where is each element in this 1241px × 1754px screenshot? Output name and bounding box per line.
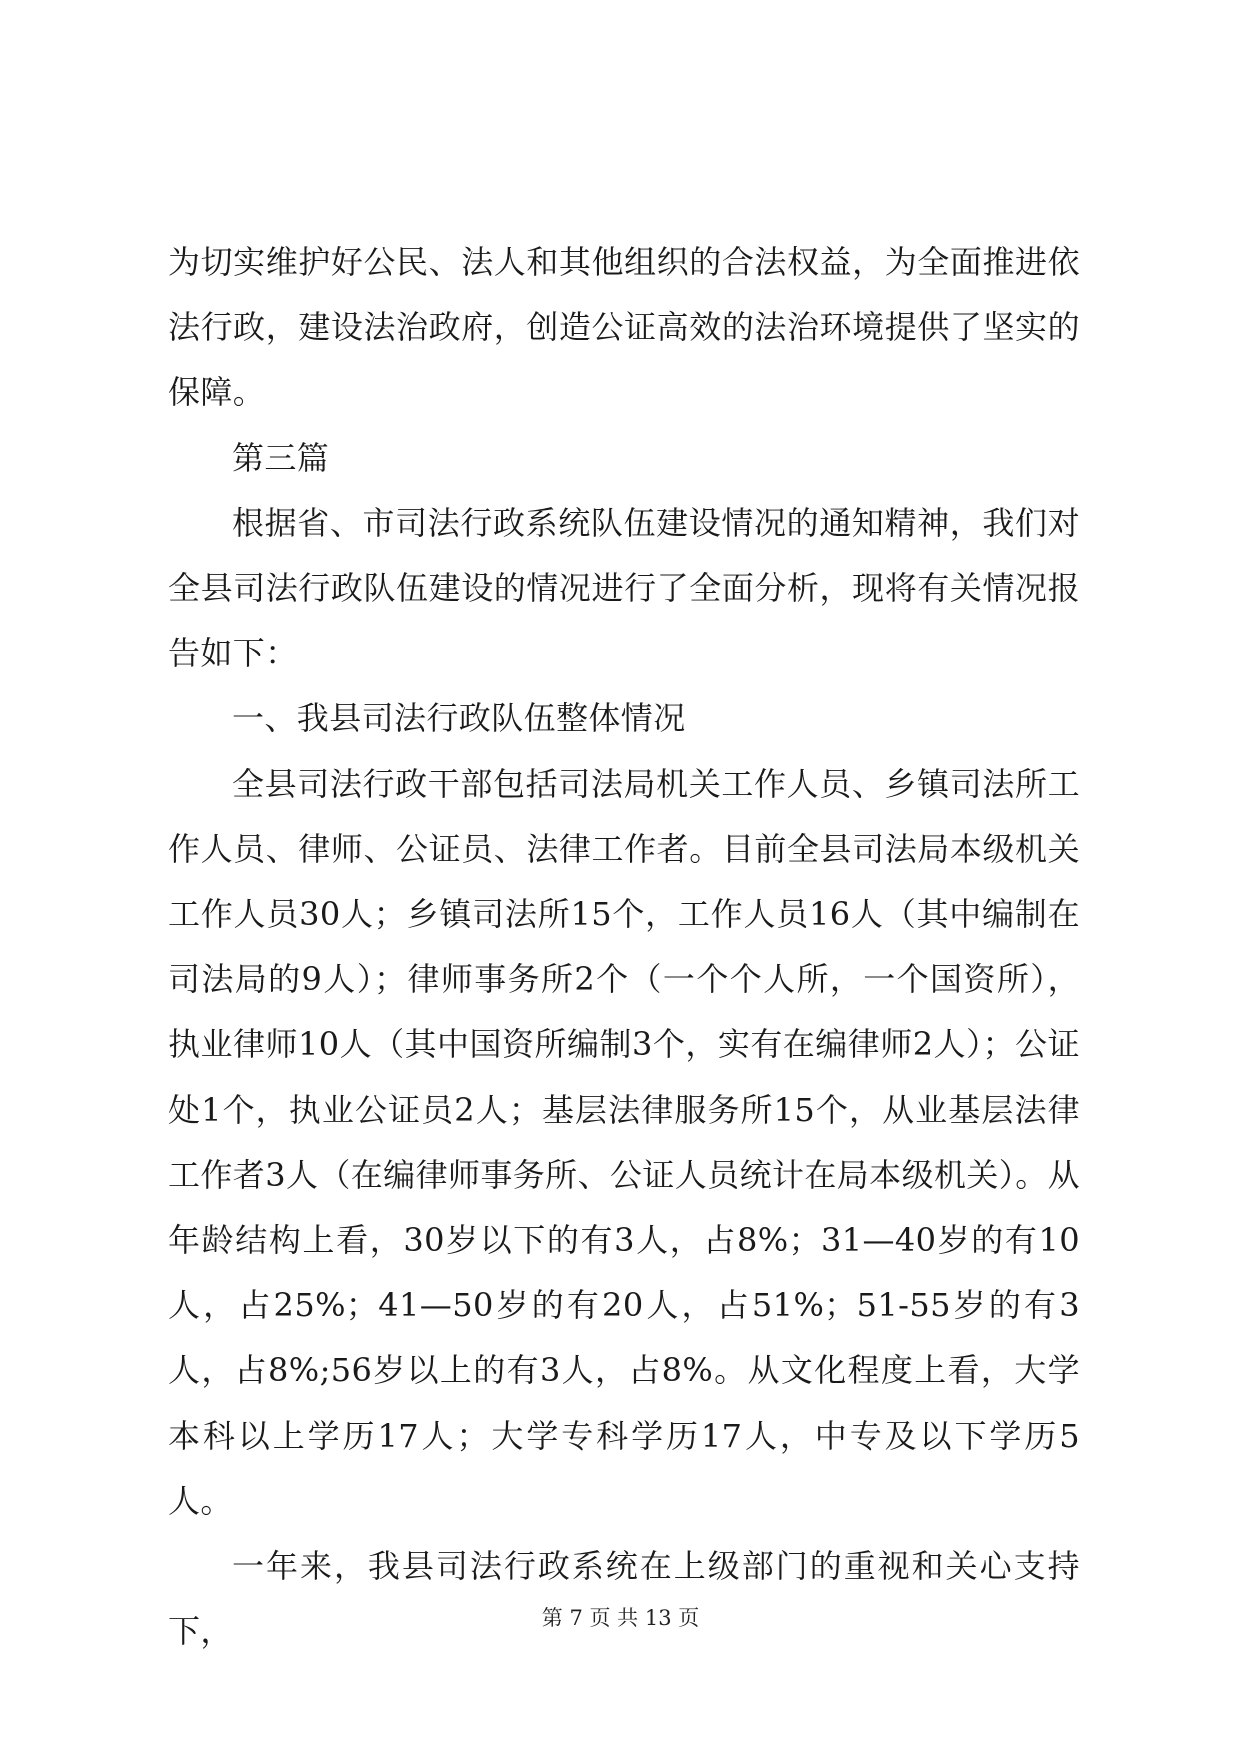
paragraph-staff-statistics: 全县司法行政干部包括司法局机关工作人员、乡镇司法所工作人员、律师、公证员、法律工作者。目前全县司法局本级机关工作人员30人；乡镇司法所15个，工作人员16人（其中编制在司法局的9人）；律师事务所2个（一个个人所，一个国资所），执业律师10人（其中国资所编制3个，实有在编律师2人）；公证处1个，执业公证员2人；基层法律服务所15个，从业基层法律工作者3人（在编律师事务所、公证人员统计在局本级机关）。从年龄结构上看，30岁以下的有3人，占8%；31—40岁的有10人，占25%；41—50岁的有20人，占51%；51-55岁的有3人，占8%;56岁以上的有3人，占8%。从文化程度上看，大学本科以上学历17人；大学专科学历17人，中专及以下学历5人。 xyxy=(168,764,1080,1520)
document-body xyxy=(168,230,1080,1664)
paragraph-year-review: 一年来，我县司法行政系统在上级部门的重视和关心支持下， xyxy=(168,1547,1080,1651)
page-number-footer: 第 7 页 共 13 页 xyxy=(541,1606,700,1630)
section-heading-overview: 一、我县司法行政队伍整体情况 xyxy=(232,699,686,738)
paragraph-continuation: 为切实维护好公民、法人和其他组织的合法权益，为全面推进依法行政，建设法治政府，创造公证高效的法治环境提供了坚实的保障。 xyxy=(168,243,1080,412)
section-heading-part-three: 第三篇 xyxy=(232,438,330,477)
paragraph-intro: 根据省、市司法行政系统队伍建设情况的通知精神，我们对全县司法行政队伍建设的情况进行了全面分析，现将有关情况报告如下： xyxy=(168,503,1080,673)
